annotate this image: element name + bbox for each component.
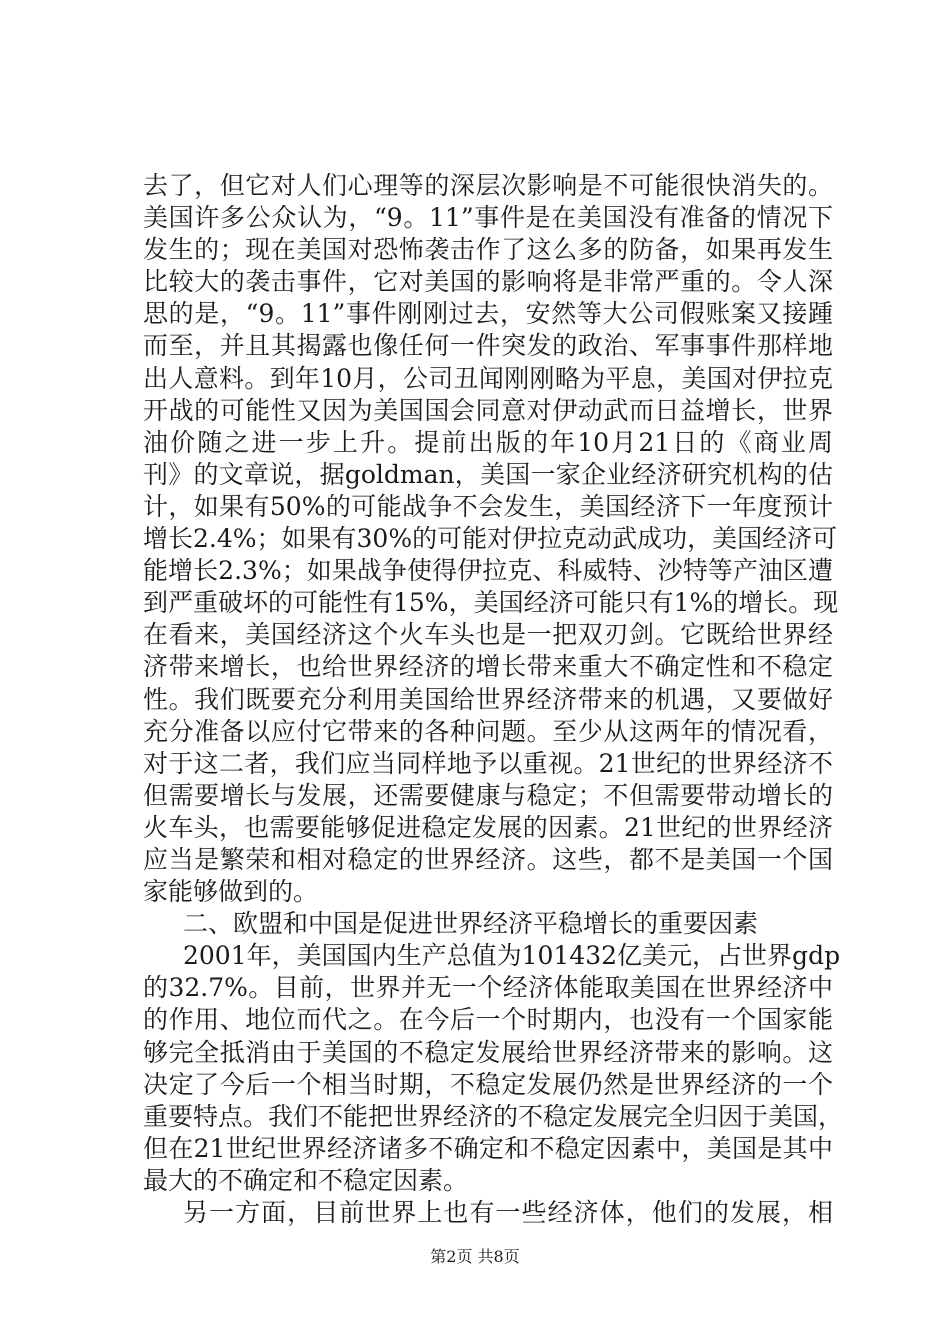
text-line: 出人意料。到年10月，公司丑闻刚刚略为平息，美国对伊拉克 <box>143 363 833 393</box>
text-line: 应当是繁荣和相对稳定的世界经济。这些，都不是美国一个国 <box>143 844 833 874</box>
text-line: 的32.7%。目前，世界并无一个经济体能取美国在世界经济中 <box>143 973 833 1003</box>
text-line: 发生的；现在美国对恐怖袭击作了这么多的防备，如果再发生 <box>143 235 833 265</box>
text-line: 火车头，也需要能够促进稳定发展的因素。21世纪的世界经济 <box>143 812 833 842</box>
text-line: 但在21世纪世界经济诸多不确定和不稳定因素中，美国是其中 <box>143 1133 833 1163</box>
text-line: 美国许多公众认为，“9。11”事件是在美国没有准备的情况下 <box>143 203 833 233</box>
text-line: 在看来，美国经济这个火车头也是一把双刃剑。它既给世界经 <box>143 620 833 650</box>
text-line: 家能够做到的。 <box>143 877 319 907</box>
text-line: 决定了今后一个相当时期，不稳定发展仍然是世界经济的一个 <box>143 1069 833 1099</box>
text-line: 性。我们既要充分利用美国给世界经济带来的机遇，又要做好 <box>143 684 833 714</box>
text-line: 刊》的文章说，据goldman，美国一家企业经济研究机构的估 <box>143 459 833 489</box>
text-line: 充分准备以应付它带来的各种问题。至少从这两年的情况看， <box>143 716 833 746</box>
text-line: 增长2.4%；如果有30%的可能对伊拉克动武成功，美国经济可 <box>143 524 838 554</box>
text-line: 比较大的袭击事件，它对美国的影响将是非常严重的。令人深 <box>143 267 833 297</box>
text-line: 济带来增长，也给世界经济的增长带来重大不确定性和不稳定 <box>143 652 833 682</box>
text-line: 思的是，“9。11”事件刚刚过去，安然等大公司假账案又接踵 <box>143 299 833 329</box>
text-line: 够完全抵消由于美国的不稳定发展给世界经济带来的影响。这 <box>143 1037 833 1067</box>
text-line: 去了，但它对人们心理等的深层次影响是不可能很快消失的。 <box>143 171 833 200</box>
section-heading: 二、欧盟和中国是促进世界经济平稳增长的重要因素 <box>183 909 759 939</box>
text-line: 但需要增长与发展，还需要健康与稳定；不但需要带动增长的 <box>143 780 833 810</box>
text-line: 最大的不确定和不稳定因素。 <box>143 1165 469 1195</box>
text-line: 油价随之进一步上升。提前出版的年10月21日的《商业周 <box>143 427 833 457</box>
text-line: 计，如果有50%的可能战争不会发生，美国经济下一年度预计 <box>143 491 833 521</box>
text-line: 能增长2.3%；如果战争使得伊拉克、科威特、沙特等产油区遭 <box>143 556 833 586</box>
text-line: 重要特点。我们不能把世界经济的不稳定发展完全归因于美国， <box>143 1101 844 1131</box>
text-line: 2001年，美国国内生产总值为101432亿美元，占世界gdp <box>183 941 841 971</box>
text-line: 对于这二者，我们应当同样地予以重视。21世纪的世界经济不 <box>143 748 833 778</box>
page-number-footer: 第2页 共8页 <box>430 1247 520 1266</box>
text-line: 另一方面，目前世界上也有一些经济体，他们的发展，相 <box>183 1198 833 1227</box>
text-line: 的作用、地位而代之。在今后一个时期内，也没有一个国家能 <box>143 1005 833 1035</box>
body-text <box>143 170 844 1229</box>
text-line: 到严重破坏的可能性有15%，美国经济可能只有1%的增长。现 <box>143 588 839 618</box>
text-line: 而至，并且其揭露也像任何一件突发的政治、军事事件那样地 <box>143 331 833 361</box>
text-line: 开战的可能性又因为美国国会同意对伊动武而日益增长，世界 <box>143 395 833 425</box>
